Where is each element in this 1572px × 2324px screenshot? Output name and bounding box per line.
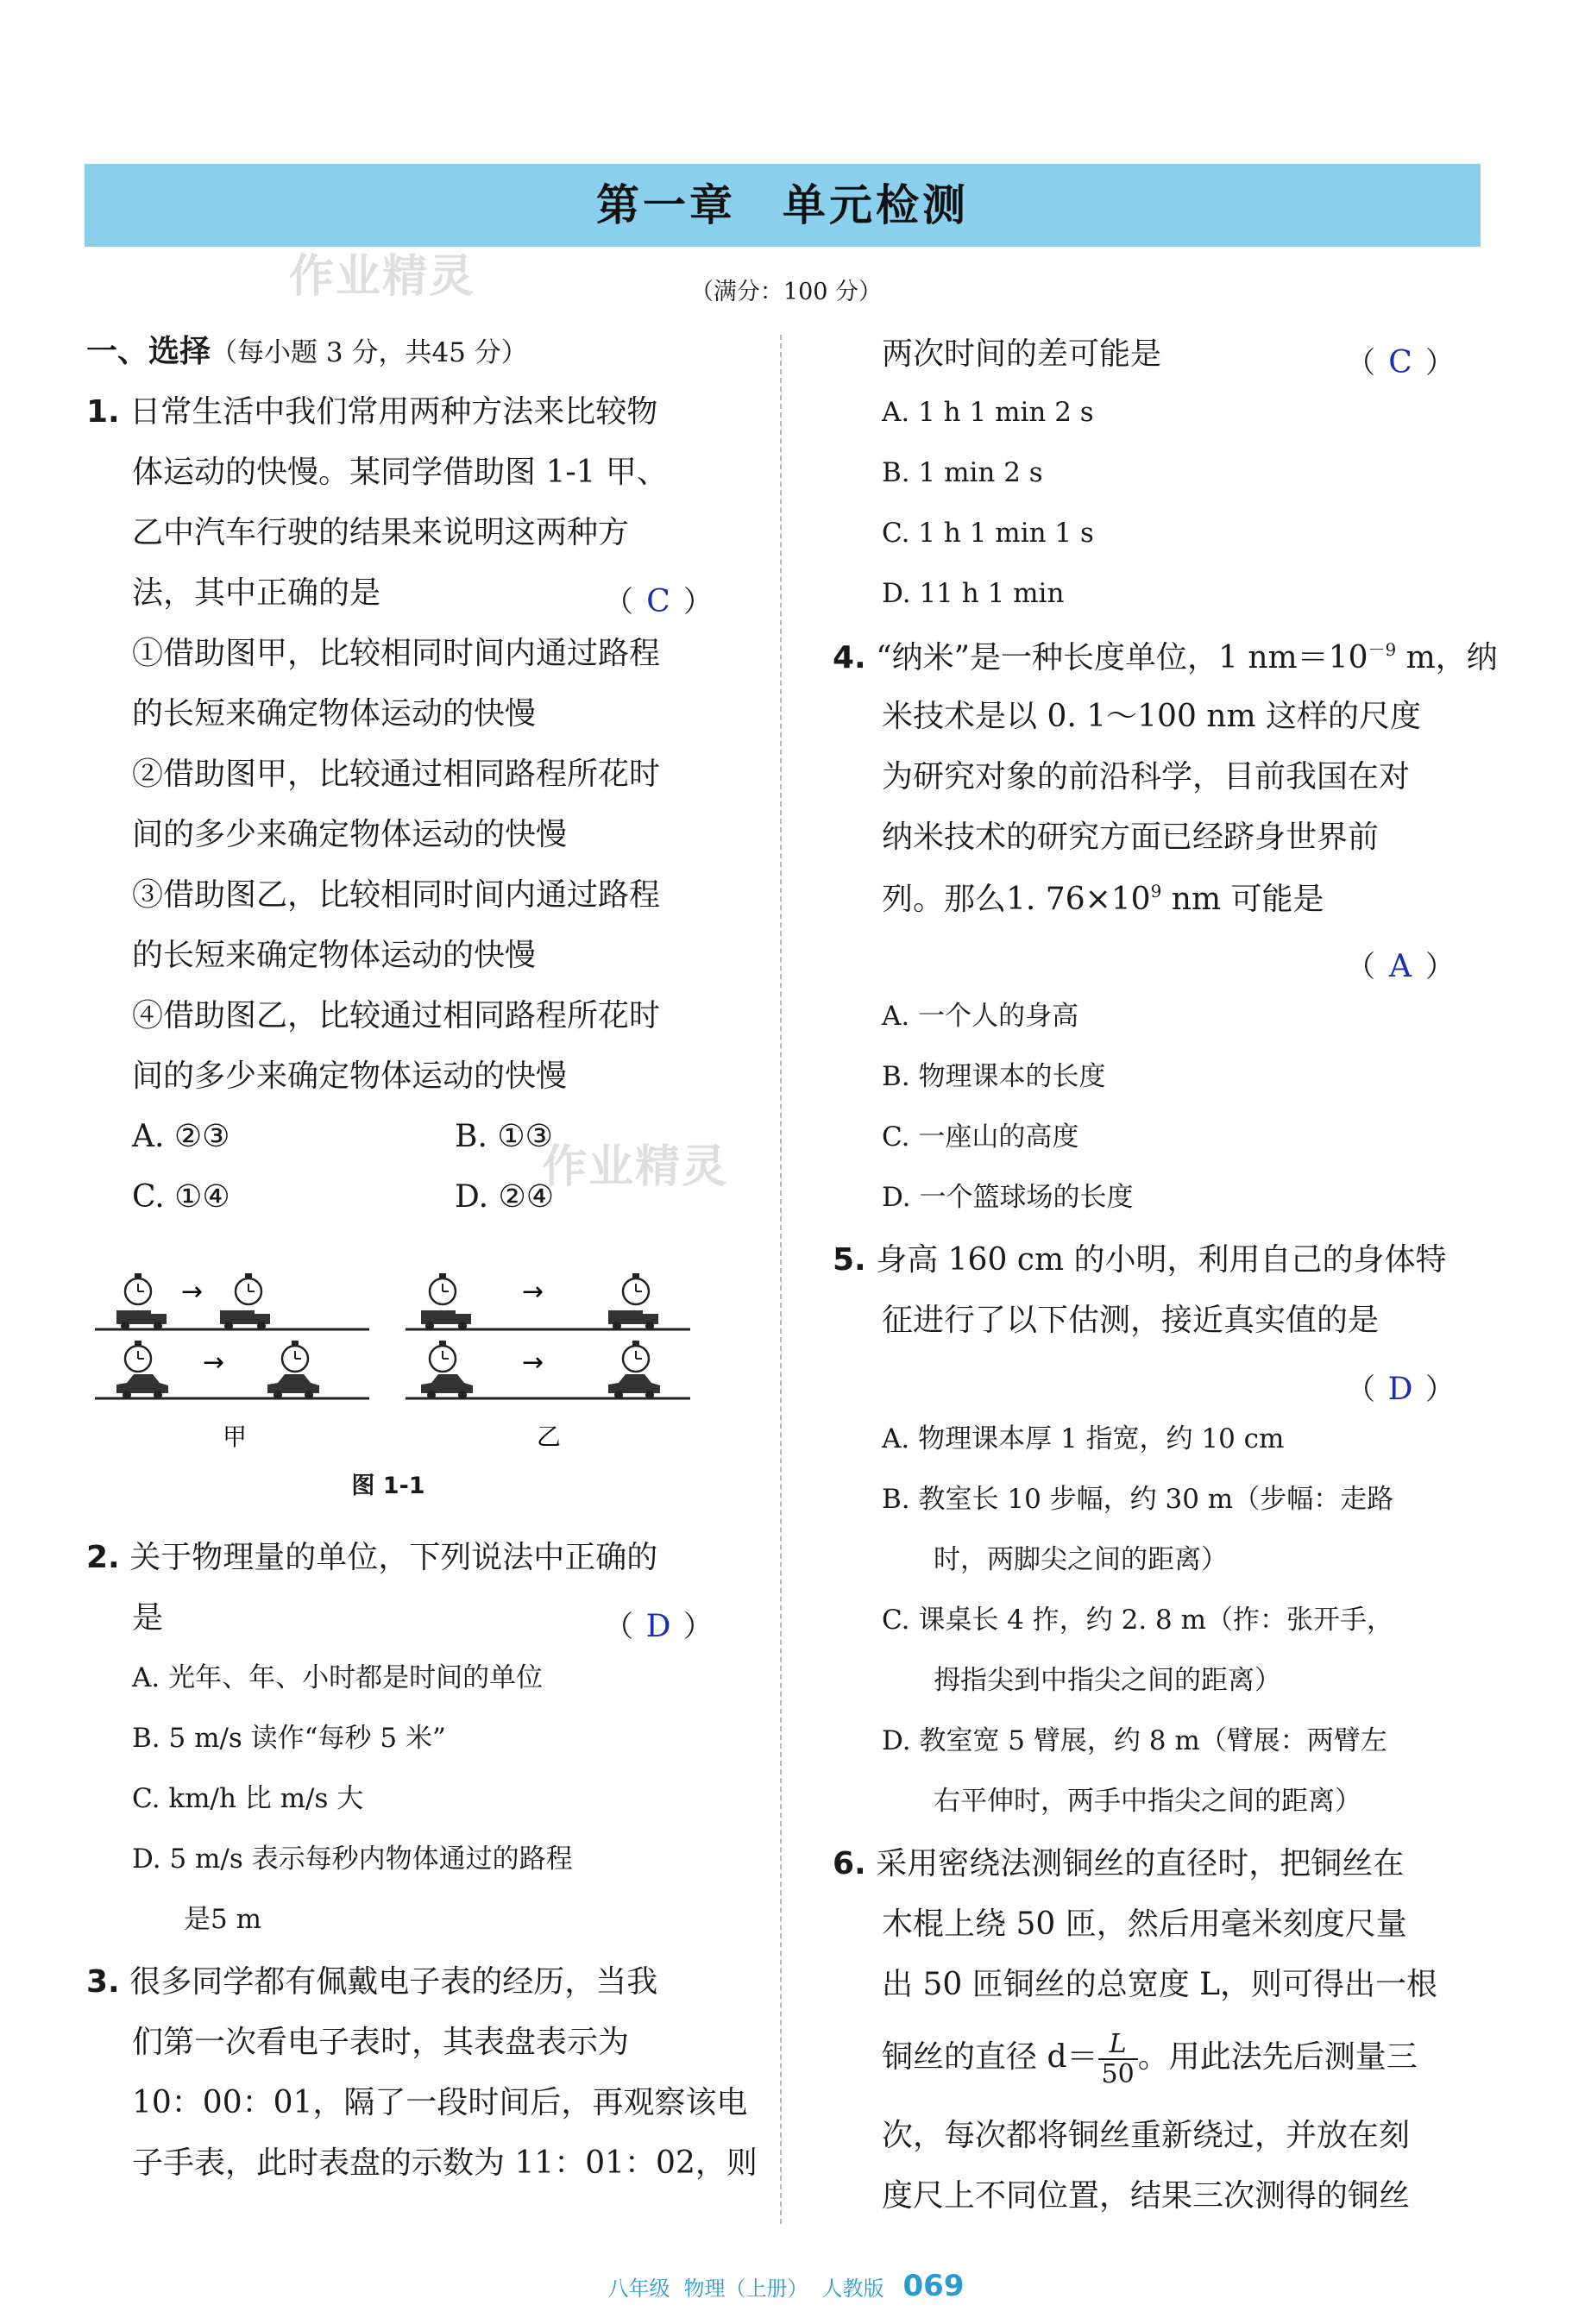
statement: ②借助图甲，比较通过相同路程所花时 [132, 757, 661, 792]
question-4-line: 列。那么1. $76\times 10^9$ nm 可能是 [882, 881, 1324, 917]
question-2-line: 2. 关于物理量的单位，下列说法中正确的 [86, 1540, 658, 1575]
watermark: 作业精灵 [289, 251, 476, 303]
question-6-line: 木棍上绕 50 匝，然后用毫米刻度尺量 [882, 1906, 1407, 1942]
question-1-line: 1. 日常生活中我们常用两种方法来比较物 [86, 394, 658, 430]
option-d: D. 5 m/s 表示每秒内物体通过的路程 [132, 1843, 573, 1875]
fraction: $\frac{L}{50}$ [1098, 2030, 1138, 2088]
question-6-line: 出 50 匝铜丝的总宽度 L，则可得出一根 [882, 1967, 1438, 2002]
answer-q4: A [1389, 949, 1412, 984]
option-c: C. 课桌长 4 拃，约 2. 8 m（拃：张开手， [882, 1605, 1394, 1636]
question-5-line: 5. 身高 160 cm 的小明，利用自己的身体特 [833, 1242, 1447, 1278]
car-icon [267, 1374, 319, 1399]
arrow-icon: → [522, 1277, 544, 1307]
option-a: A. ②③ [132, 1119, 230, 1154]
statement: ③借助图乙，比较相同时间内通过路程 [132, 877, 661, 913]
option-b: B. 教室长 10 步幅，约 30 m（步幅：走路 [882, 1484, 1394, 1515]
full-score-note: （满分：100 分） [689, 279, 883, 305]
truck-icon [421, 1310, 471, 1330]
question-2-line: 是 [132, 1600, 164, 1636]
question-4-line: 为研究对象的前沿科学，目前我国在对 [882, 759, 1411, 795]
statement: 间的多少来确定物体运动的快慢 [132, 817, 568, 852]
option-c: C. 1 h 1 min 1 s [882, 518, 1094, 549]
answer-paren: （ C ） [1346, 345, 1455, 380]
clock-icon [430, 1341, 456, 1372]
option-a: A. 光年、年、小时都是时间的单位 [132, 1662, 544, 1693]
question-6-line: 次，每次都将铜丝重新绕过，并放在刻 [882, 2118, 1411, 2153]
page-footer: 八年级 物理（上册） 人教版 069 [607, 2269, 965, 2303]
option-d: D. 11 h 1 min [882, 578, 1065, 609]
question-3-line: 子手表，此时表盘的示数为 11：01：02，则 [132, 2145, 758, 2181]
question-1-line: 法，其中正确的是 [132, 575, 381, 611]
option-c-cont: 拇指尖到中指尖之间的距离） [934, 1665, 1281, 1696]
option-d: D. 一个篮球场的长度 [882, 1182, 1134, 1213]
question-4-line: 纳米技术的研究方面已经跻身世界前 [882, 820, 1380, 855]
figure-cars-clocks [95, 1264, 690, 1497]
question-5-line: 征进行了以下估测，接近真实值的是 [882, 1303, 1380, 1338]
question-6-line: 度尺上不同位置，结果三次测得的铜丝 [882, 2178, 1411, 2214]
question-3-line: 3. 很多同学都有佩戴电子表的经历，当我 [86, 1964, 658, 2000]
truck-icon [116, 1310, 167, 1330]
figure-caption: 图 1-1 [351, 1473, 425, 1499]
statement: 的长短来确定物体运动的快慢 [132, 696, 537, 732]
car-icon [608, 1374, 660, 1399]
answer-q5: D [1387, 1372, 1413, 1407]
option-d-cont: 右平伸时，两手中指尖之间的距离） [934, 1786, 1361, 1817]
answer-q1: C [646, 584, 670, 619]
option-c: C. km/h 比 m/s 大 [132, 1783, 364, 1814]
clock-icon [125, 1341, 151, 1372]
option-d: D. ②④ [455, 1179, 555, 1215]
clock-icon [623, 1273, 649, 1304]
clock-icon [430, 1273, 456, 1304]
option-d: D. 教室宽 5 臂展，约 8 m（臂展：两臂左 [882, 1725, 1387, 1756]
statement: ④借助图乙，比较通过相同路程所花时 [132, 998, 661, 1033]
page-title: 第一章 单元检测 [596, 180, 969, 230]
truck-icon [220, 1310, 270, 1330]
arrow-icon: → [522, 1347, 544, 1378]
car-icon [116, 1374, 168, 1399]
answer-q2: D [645, 1609, 671, 1644]
statement: 间的多少来确定物体运动的快慢 [132, 1058, 568, 1094]
watermark: 作业精灵 [542, 1141, 729, 1193]
option-b: B. 5 m/s 读作“每秒 5 米” [132, 1723, 446, 1754]
question-3-line: 10：00：01，隔了一段时间后，再观察该电 [132, 2085, 748, 2120]
clock-icon [623, 1341, 649, 1372]
answer-paren: （ D ） [1346, 1372, 1455, 1407]
figure-label-right: 乙 [537, 1423, 562, 1451]
clock-icon [236, 1273, 261, 1304]
option-d-cont: 是5 m [184, 1904, 261, 1935]
option-b: B. 物理课本的长度 [882, 1061, 1106, 1092]
option-a: A. 1 h 1 min 2 s [882, 397, 1094, 428]
question-4-line: 4. “纳米”是一种长度单位，1 $nm=10^{-9}$ m，纳 [833, 639, 1498, 675]
question-6-line: 铜丝的直径 d＝ $\frac{L}{50}$ 。用此法先后测量三 [882, 2029, 1418, 2089]
option-b: B. ①③ [455, 1119, 553, 1154]
option-c: C. 一座山的高度 [882, 1121, 1079, 1153]
arrow-icon: → [181, 1277, 204, 1307]
page-number: 069 [902, 2269, 965, 2303]
answer-q3: C [1388, 345, 1412, 380]
column-divider [780, 335, 782, 2224]
question-3-line: 两次时间的差可能是 [882, 336, 1162, 372]
clock-icon [125, 1273, 151, 1304]
clock-icon [282, 1341, 308, 1372]
option-b: B. 1 min 2 s [882, 457, 1043, 488]
answer-paren: （ D ） [604, 1609, 713, 1644]
option-a: A. 物理课本厚 1 指宽，约 10 cm [882, 1423, 1285, 1454]
title-banner [85, 164, 1481, 247]
truck-icon [608, 1310, 658, 1330]
option-c: C. ①④ [132, 1179, 230, 1215]
answer-paren: （ C ） [604, 584, 713, 619]
question-3-line: 们第一次看电子表时，其表盘表示为 [132, 2025, 630, 2060]
question-1-line: 体运动的快慢。某同学借助图 1-1 甲、 [132, 455, 668, 490]
arrow-icon: → [203, 1347, 225, 1378]
answer-paren: （ A ） [1346, 949, 1455, 984]
option-b-cont: 时，两脚尖之间的距离） [934, 1544, 1228, 1575]
question-6-line: 6. 采用密绕法测铜丝的直径时，把铜丝在 [833, 1846, 1405, 1881]
car-icon [421, 1374, 473, 1399]
option-a: A. 一个人的身高 [882, 1001, 1079, 1032]
question-4-line: 米技术是以 0. 1～100 nm 这样的尺度 [882, 699, 1422, 734]
statement: ①借助图甲，比较相同时间内通过路程 [132, 636, 661, 671]
statement: 的长短来确定物体运动的快慢 [132, 938, 537, 973]
figure-label-left: 甲 [223, 1423, 248, 1451]
section-heading: 一、选择（每小题 3 分，共45 分） [86, 334, 528, 369]
question-1-line: 乙中汽车行驶的结果来说明这两种方 [132, 515, 630, 550]
